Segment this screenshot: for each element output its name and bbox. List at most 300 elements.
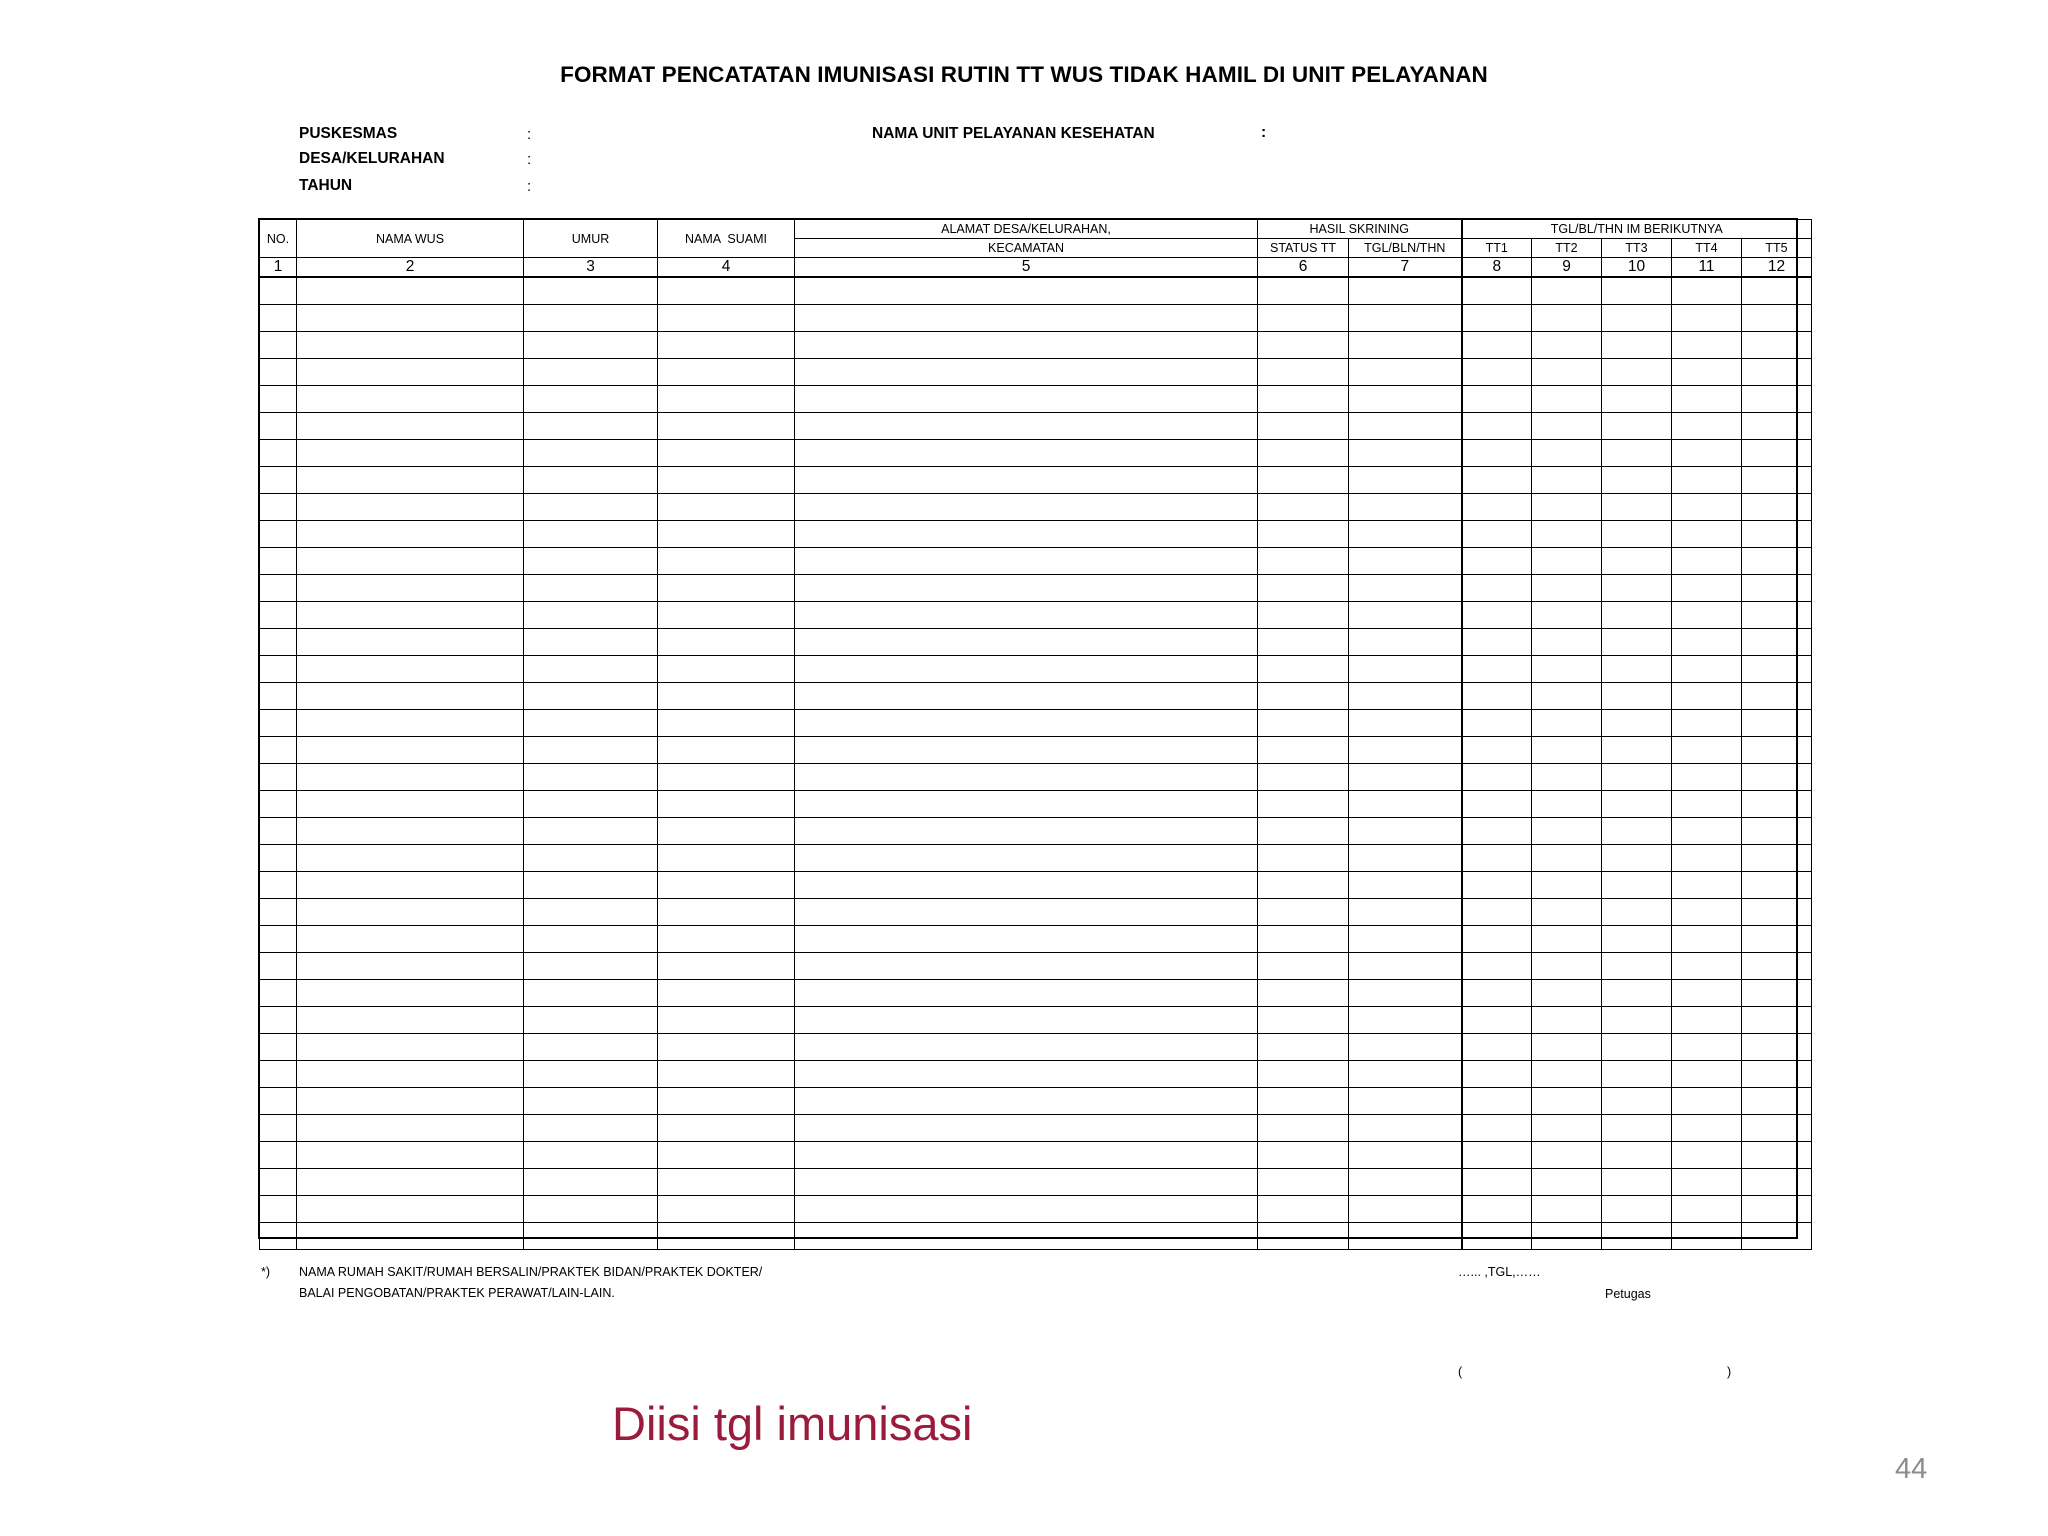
table-cell[interactable] [658,1169,795,1196]
table-cell[interactable] [297,1223,524,1250]
table-cell[interactable] [1349,575,1462,602]
table-cell[interactable] [297,818,524,845]
table-cell[interactable] [260,683,297,710]
table-cell[interactable] [1462,1223,1532,1250]
table-cell[interactable] [524,494,658,521]
table-cell[interactable] [524,1196,658,1223]
table-cell[interactable] [260,467,297,494]
table-cell[interactable] [1349,1061,1462,1088]
table-cell[interactable] [524,683,658,710]
table-cell[interactable] [1672,494,1742,521]
table-cell[interactable] [795,1115,1258,1142]
table-cell[interactable] [1258,818,1349,845]
table-cell[interactable] [1672,629,1742,656]
table-cell[interactable] [795,440,1258,467]
table-cell[interactable] [1742,359,1812,386]
table-cell[interactable] [1258,899,1349,926]
table-cell[interactable] [1349,1034,1462,1061]
table-cell[interactable] [1532,332,1602,359]
table-cell[interactable] [1742,1115,1812,1142]
table-cell[interactable] [1742,1169,1812,1196]
table-cell[interactable] [658,926,795,953]
table-cell[interactable] [795,1061,1258,1088]
table-cell[interactable] [1602,872,1672,899]
table-cell[interactable] [795,710,1258,737]
table-cell[interactable] [260,1196,297,1223]
table-cell[interactable] [1742,548,1812,575]
table-cell[interactable] [1672,818,1742,845]
table-cell[interactable] [658,467,795,494]
table-cell[interactable] [260,980,297,1007]
table-cell[interactable] [1672,440,1742,467]
table-cell[interactable] [1349,818,1462,845]
table-cell[interactable] [658,764,795,791]
table-cell[interactable] [1462,277,1532,305]
table-cell[interactable] [1462,710,1532,737]
table-cell[interactable] [1258,683,1349,710]
table-cell[interactable] [1742,1061,1812,1088]
table-cell[interactable] [1602,926,1672,953]
table-cell[interactable] [297,602,524,629]
table-cell[interactable] [1462,1142,1532,1169]
table-cell[interactable] [795,386,1258,413]
table-cell[interactable] [1462,1088,1532,1115]
table-cell[interactable] [795,521,1258,548]
table-cell[interactable] [1462,332,1532,359]
table-cell[interactable] [1462,872,1532,899]
table-cell[interactable] [1672,467,1742,494]
table-cell[interactable] [1349,494,1462,521]
table-cell[interactable] [1742,629,1812,656]
table-cell[interactable] [524,872,658,899]
table-cell[interactable] [297,386,524,413]
table-cell[interactable] [260,332,297,359]
table-cell[interactable] [1349,791,1462,818]
table-cell[interactable] [658,845,795,872]
table-cell[interactable] [1602,656,1672,683]
table-cell[interactable] [658,386,795,413]
table-cell[interactable] [524,413,658,440]
table-cell[interactable] [1742,440,1812,467]
table-cell[interactable] [1672,305,1742,332]
table-cell[interactable] [1462,1007,1532,1034]
table-cell[interactable] [1602,440,1672,467]
table-cell[interactable] [1602,764,1672,791]
table-cell[interactable] [1349,953,1462,980]
table-cell[interactable] [1672,1007,1742,1034]
table-cell[interactable] [524,1088,658,1115]
table-cell[interactable] [1258,710,1349,737]
table-cell[interactable] [260,440,297,467]
table-cell[interactable] [524,1115,658,1142]
table-cell[interactable] [1349,332,1462,359]
table-cell[interactable] [1258,521,1349,548]
table-cell[interactable] [1462,845,1532,872]
table-cell[interactable] [1462,494,1532,521]
table-cell[interactable] [795,548,1258,575]
table-cell[interactable] [1602,1115,1672,1142]
table-cell[interactable] [1602,413,1672,440]
table-cell[interactable] [524,1034,658,1061]
table-cell[interactable] [1602,305,1672,332]
table-cell[interactable] [1742,791,1812,818]
table-cell[interactable] [1672,413,1742,440]
table-cell[interactable] [1602,1088,1672,1115]
table-cell[interactable] [297,359,524,386]
table-cell[interactable] [1349,1088,1462,1115]
table-cell[interactable] [524,386,658,413]
table-cell[interactable] [297,494,524,521]
table-cell[interactable] [658,818,795,845]
table-cell[interactable] [524,899,658,926]
table-cell[interactable] [658,1034,795,1061]
table-cell[interactable] [1349,1142,1462,1169]
table-cell[interactable] [1258,872,1349,899]
table-cell[interactable] [1462,629,1532,656]
table-cell[interactable] [260,1061,297,1088]
table-cell[interactable] [1672,899,1742,926]
table-cell[interactable] [297,764,524,791]
table-cell[interactable] [1672,872,1742,899]
table-cell[interactable] [524,845,658,872]
table-cell[interactable] [1532,1169,1602,1196]
table-cell[interactable] [1462,305,1532,332]
table-cell[interactable] [795,845,1258,872]
table-cell[interactable] [1602,1034,1672,1061]
table-cell[interactable] [1532,899,1602,926]
table-cell[interactable] [1532,602,1602,629]
table-cell[interactable] [795,953,1258,980]
table-cell[interactable] [1349,548,1462,575]
table-cell[interactable] [1349,413,1462,440]
table-cell[interactable] [524,1169,658,1196]
table-cell[interactable] [1672,386,1742,413]
table-cell[interactable] [1532,710,1602,737]
table-cell[interactable] [1349,926,1462,953]
table-cell[interactable] [1672,1142,1742,1169]
table-cell[interactable] [1742,683,1812,710]
table-cell[interactable] [1462,926,1532,953]
table-cell[interactable] [1258,548,1349,575]
table-cell[interactable] [658,1061,795,1088]
table-cell[interactable] [297,413,524,440]
table-cell[interactable] [1602,1007,1672,1034]
table-cell[interactable] [795,305,1258,332]
table-cell[interactable] [1602,494,1672,521]
table-cell[interactable] [1532,980,1602,1007]
table-cell[interactable] [1602,467,1672,494]
table-cell[interactable] [1742,710,1812,737]
table-cell[interactable] [524,1142,658,1169]
table-cell[interactable] [1532,386,1602,413]
table-cell[interactable] [1349,359,1462,386]
table-cell[interactable] [1462,656,1532,683]
table-cell[interactable] [1672,548,1742,575]
table-cell[interactable] [795,277,1258,305]
table-cell[interactable] [658,602,795,629]
table-cell[interactable] [1462,1115,1532,1142]
table-cell[interactable] [1742,494,1812,521]
table-cell[interactable] [1349,710,1462,737]
table-cell[interactable] [260,1007,297,1034]
table-cell[interactable] [297,683,524,710]
table-cell[interactable] [260,521,297,548]
table-cell[interactable] [1532,1034,1602,1061]
table-cell[interactable] [1532,1196,1602,1223]
table-cell[interactable] [658,413,795,440]
table-cell[interactable] [1462,818,1532,845]
table-cell[interactable] [297,1061,524,1088]
table-cell[interactable] [1258,1088,1349,1115]
table-cell[interactable] [260,872,297,899]
table-cell[interactable] [1349,845,1462,872]
table-cell[interactable] [1742,953,1812,980]
table-cell[interactable] [658,305,795,332]
table-cell[interactable] [1258,332,1349,359]
table-cell[interactable] [1532,791,1602,818]
table-cell[interactable] [1602,548,1672,575]
table-cell[interactable] [1258,953,1349,980]
table-cell[interactable] [297,1007,524,1034]
table-cell[interactable] [1462,575,1532,602]
table-cell[interactable] [524,818,658,845]
table-cell[interactable] [1742,980,1812,1007]
table-cell[interactable] [1742,656,1812,683]
table-cell[interactable] [1349,872,1462,899]
table-cell[interactable] [1742,332,1812,359]
table-cell[interactable] [524,1061,658,1088]
table-cell[interactable] [1602,1223,1672,1250]
table-cell[interactable] [1258,1169,1349,1196]
table-cell[interactable] [1258,467,1349,494]
table-cell[interactable] [1532,683,1602,710]
table-cell[interactable] [795,737,1258,764]
table-cell[interactable] [1349,386,1462,413]
table-cell[interactable] [795,791,1258,818]
table-cell[interactable] [795,818,1258,845]
table-cell[interactable] [1349,1115,1462,1142]
table-cell[interactable] [260,899,297,926]
table-cell[interactable] [260,629,297,656]
table-cell[interactable] [795,1007,1258,1034]
table-cell[interactable] [1742,602,1812,629]
table-cell[interactable] [1462,953,1532,980]
table-cell[interactable] [1602,710,1672,737]
table-cell[interactable] [1349,521,1462,548]
table-cell[interactable] [297,710,524,737]
table-cell[interactable] [297,1169,524,1196]
table-cell[interactable] [795,899,1258,926]
table-cell[interactable] [297,899,524,926]
table-cell[interactable] [297,548,524,575]
table-cell[interactable] [1532,467,1602,494]
table-cell[interactable] [795,980,1258,1007]
table-cell[interactable] [1742,467,1812,494]
table-cell[interactable] [260,791,297,818]
table-cell[interactable] [658,1088,795,1115]
table-cell[interactable] [524,1223,658,1250]
table-cell[interactable] [1532,953,1602,980]
table-cell[interactable] [1258,602,1349,629]
table-cell[interactable] [1602,818,1672,845]
table-cell[interactable] [658,656,795,683]
table-cell[interactable] [1532,1223,1602,1250]
table-cell[interactable] [1602,980,1672,1007]
table-cell[interactable] [658,548,795,575]
table-cell[interactable] [524,1007,658,1034]
table-cell[interactable] [1258,1034,1349,1061]
table-cell[interactable] [1602,899,1672,926]
table-cell[interactable] [297,332,524,359]
table-cell[interactable] [1258,1061,1349,1088]
table-cell[interactable] [658,1196,795,1223]
table-cell[interactable] [260,764,297,791]
table-cell[interactable] [1672,683,1742,710]
table-cell[interactable] [524,602,658,629]
table-cell[interactable] [297,1196,524,1223]
table-cell[interactable] [524,548,658,575]
table-cell[interactable] [1672,845,1742,872]
table-cell[interactable] [795,656,1258,683]
table-cell[interactable] [795,872,1258,899]
table-cell[interactable] [1672,602,1742,629]
table-cell[interactable] [1462,791,1532,818]
table-cell[interactable] [1742,386,1812,413]
table-cell[interactable] [1258,386,1349,413]
table-cell[interactable] [658,521,795,548]
table-cell[interactable] [1258,764,1349,791]
table-cell[interactable] [297,845,524,872]
table-cell[interactable] [658,1223,795,1250]
table-cell[interactable] [1532,926,1602,953]
table-cell[interactable] [658,1142,795,1169]
table-cell[interactable] [1258,926,1349,953]
table-cell[interactable] [1349,1169,1462,1196]
table-cell[interactable] [260,1169,297,1196]
table-cell[interactable] [1462,764,1532,791]
table-cell[interactable] [658,494,795,521]
table-cell[interactable] [1258,845,1349,872]
table-cell[interactable] [260,494,297,521]
table-cell[interactable] [524,737,658,764]
table-cell[interactable] [524,521,658,548]
table-cell[interactable] [658,737,795,764]
table-cell[interactable] [524,980,658,1007]
table-cell[interactable] [1258,1007,1349,1034]
table-cell[interactable] [1742,413,1812,440]
table-cell[interactable] [1672,791,1742,818]
table-cell[interactable] [297,1034,524,1061]
table-cell[interactable] [1672,359,1742,386]
table-cell[interactable] [1532,1088,1602,1115]
table-cell[interactable] [1742,277,1812,305]
table-cell[interactable] [1672,1034,1742,1061]
table-cell[interactable] [1532,872,1602,899]
table-cell[interactable] [297,1088,524,1115]
table-cell[interactable] [297,440,524,467]
table-cell[interactable] [1742,872,1812,899]
table-cell[interactable] [1349,1196,1462,1223]
table-cell[interactable] [795,1196,1258,1223]
table-cell[interactable] [795,683,1258,710]
table-cell[interactable] [1742,845,1812,872]
table-cell[interactable] [1602,277,1672,305]
table-cell[interactable] [1349,980,1462,1007]
table-cell[interactable] [260,386,297,413]
table-cell[interactable] [658,575,795,602]
table-cell[interactable] [524,764,658,791]
table-cell[interactable] [1258,980,1349,1007]
table-cell[interactable] [1672,926,1742,953]
table-cell[interactable] [1532,359,1602,386]
table-cell[interactable] [260,1034,297,1061]
table-cell[interactable] [260,575,297,602]
table-cell[interactable] [795,926,1258,953]
table-cell[interactable] [795,413,1258,440]
table-cell[interactable] [1672,656,1742,683]
table-cell[interactable] [1602,791,1672,818]
table-cell[interactable] [658,953,795,980]
table-cell[interactable] [795,764,1258,791]
table-cell[interactable] [1602,1196,1672,1223]
table-cell[interactable] [1742,926,1812,953]
table-cell[interactable] [297,1115,524,1142]
table-cell[interactable] [658,980,795,1007]
table-cell[interactable] [1349,656,1462,683]
table-cell[interactable] [1532,1142,1602,1169]
table-cell[interactable] [1349,737,1462,764]
table-cell[interactable] [297,791,524,818]
table-cell[interactable] [1742,737,1812,764]
table-cell[interactable] [1672,1196,1742,1223]
table-cell[interactable] [297,575,524,602]
table-cell[interactable] [1742,1088,1812,1115]
table-cell[interactable] [1462,1196,1532,1223]
table-cell[interactable] [658,710,795,737]
table-cell[interactable] [795,602,1258,629]
table-cell[interactable] [1462,899,1532,926]
table-cell[interactable] [1532,521,1602,548]
table-cell[interactable] [524,656,658,683]
table-cell[interactable] [1532,277,1602,305]
table-cell[interactable] [297,521,524,548]
table-cell[interactable] [260,305,297,332]
table-cell[interactable] [1742,1223,1812,1250]
table-cell[interactable] [1532,548,1602,575]
table-cell[interactable] [1258,629,1349,656]
table-cell[interactable] [1672,710,1742,737]
table-cell[interactable] [297,629,524,656]
table-cell[interactable] [1462,737,1532,764]
table-cell[interactable] [1742,521,1812,548]
table-cell[interactable] [795,1142,1258,1169]
table-cell[interactable] [658,872,795,899]
table-cell[interactable] [297,656,524,683]
table-cell[interactable] [1532,305,1602,332]
table-cell[interactable] [1742,305,1812,332]
table-cell[interactable] [1602,1142,1672,1169]
table-cell[interactable] [1532,494,1602,521]
table-cell[interactable] [1602,953,1672,980]
table-cell[interactable] [1672,1061,1742,1088]
table-cell[interactable] [1349,1223,1462,1250]
table-cell[interactable] [524,332,658,359]
table-cell[interactable] [1602,1169,1672,1196]
table-cell[interactable] [260,602,297,629]
table-cell[interactable] [658,440,795,467]
table-cell[interactable] [1349,764,1462,791]
table-cell[interactable] [1462,602,1532,629]
